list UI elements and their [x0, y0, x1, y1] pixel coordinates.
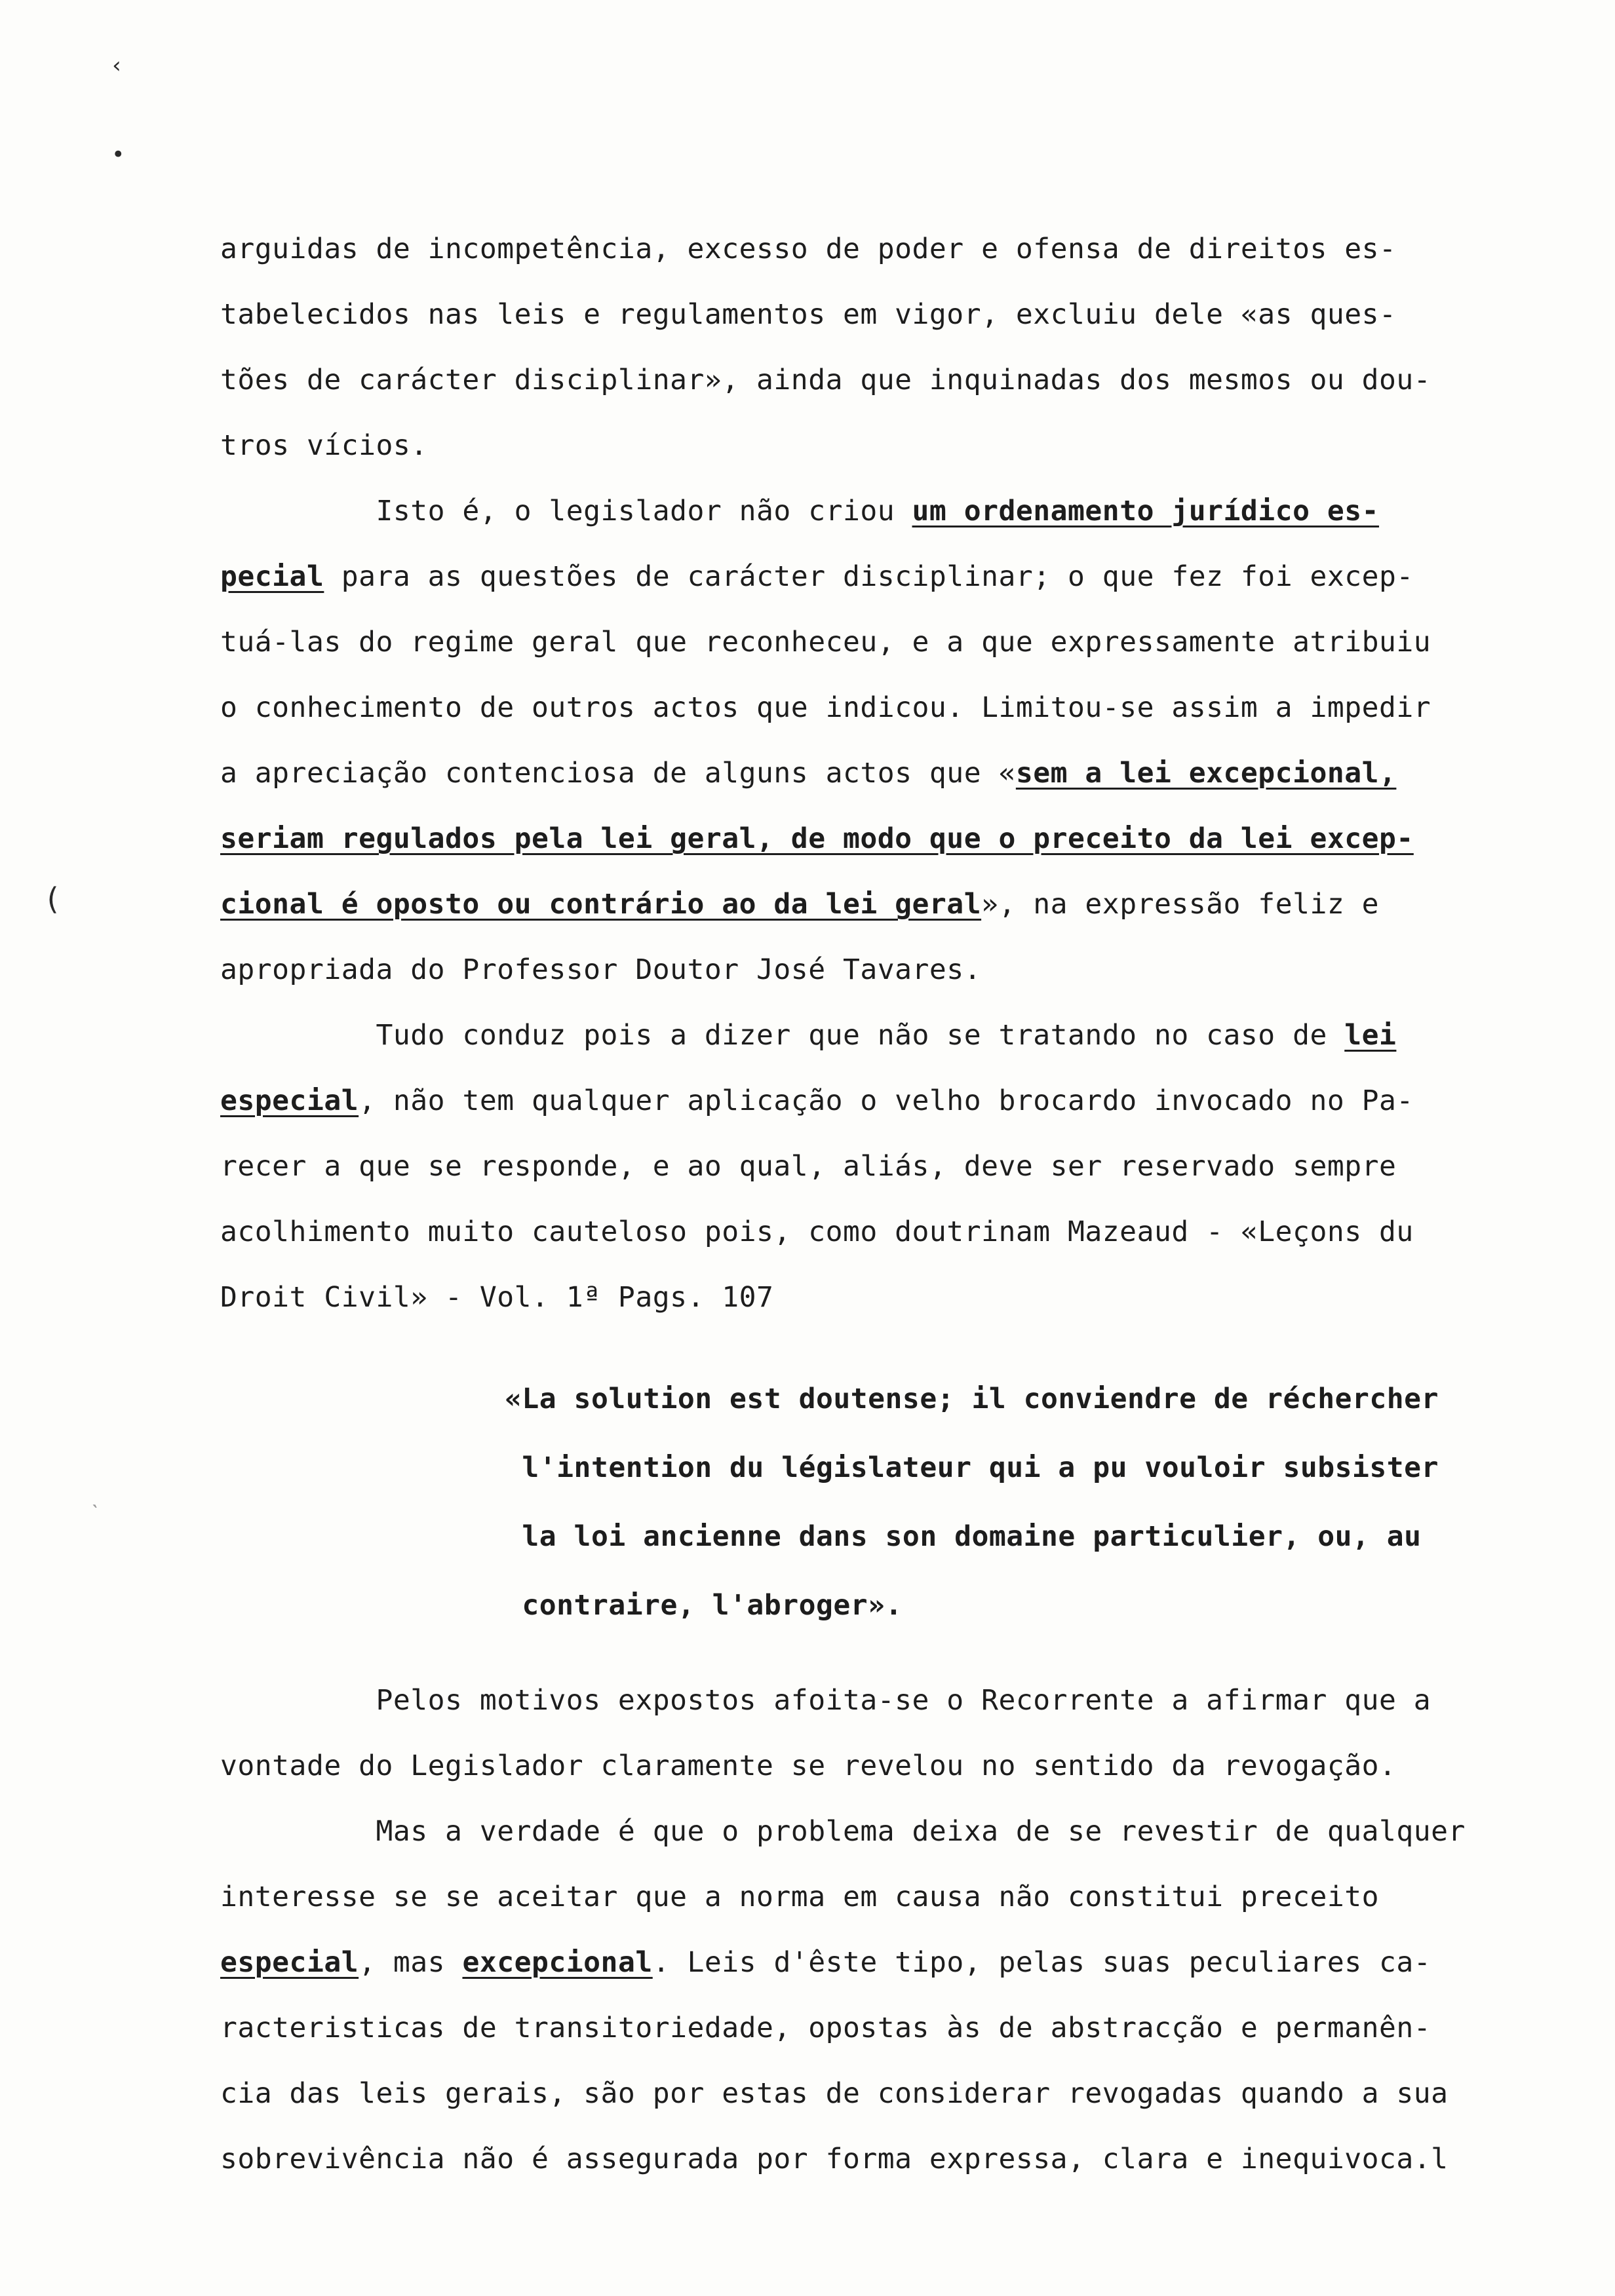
text-line: cia das leis gerais, são por estas de considerar revogadas quando a sua — [220, 2077, 1449, 2110]
margin-mark: ‹ — [110, 52, 124, 79]
text-line: especial, não tem qualquer aplicação o velho brocardo invocado no Pa- — [220, 1084, 1414, 1117]
text-line: especial, mas excepcional. Leis d'êste tipo, pelas suas peculiares ca- — [220, 1946, 1431, 1979]
underlined-phrase: especial — [220, 1946, 359, 1979]
text-line: a apreciação contenciosa de alguns actos que «sem a lei excepcional, — [220, 757, 1397, 790]
text-line: vontade do Legislador claramente se revelou no sentido da revogação. — [220, 1750, 1397, 1782]
quote-line: contraire, l'abroger». — [505, 1589, 903, 1622]
text-line: Tudo conduz pois a dizer que não se tratando no caso de lei — [220, 1019, 1397, 1052]
text-line: Isto é, o legislador não criou um ordenamento jurídico es- — [220, 495, 1380, 527]
text-line: arguidas de incompetência, excesso de poder e ofensa de direitos es- — [220, 233, 1397, 265]
underlined-phrase: seriam regulados pela lei geral, de modo que o preceito da lei excep- — [220, 822, 1414, 855]
underlined-phrase: um ordenamento jurídico es- — [912, 495, 1380, 527]
text-line: apropriada do Professor Doutor José Tavares. — [220, 953, 982, 986]
text-line: recer a que se responde, e ao qual, aliás, deve ser reservado sempre — [220, 1150, 1397, 1183]
text-line: o conhecimento de outros actos que indicou. Limitou-se assim a impedir — [220, 691, 1431, 724]
text-line: Pelos motivos expostos afoita-se o Recorrente a afirmar que a — [220, 1684, 1431, 1717]
text-line: tabelecidos nas leis e regulamentos em vigor, excluiu dele «as ques- — [220, 298, 1397, 331]
text-line: tões de carácter disciplinar», ainda que inquinadas dos mesmos ou dou- — [220, 364, 1431, 396]
underlined-phrase: excepcional — [462, 1946, 653, 1979]
underlined-phrase: cional é oposto ou contrário ao da lei geral — [220, 888, 982, 921]
underlined-phrase: pecial — [220, 560, 324, 593]
underlined-phrase: sem a lei excepcional, — [1015, 757, 1397, 790]
margin-tick: ˋ — [89, 1501, 103, 1527]
text-line: tuá-las do regime geral que reconheceu, e a que expressamente atribuiu — [220, 626, 1431, 659]
text-line: Mas a verdade é que o problema deixa de se revestir de qualquer — [220, 1815, 1466, 1848]
quote-line: la loi ancienne dans son domaine particulier, ou, au — [505, 1520, 1422, 1553]
text-line — [220, 819, 1414, 858]
underlined-phrase: especial — [220, 1084, 359, 1117]
text-line: interesse se se aceitar que a norma em causa não constitui preceito — [220, 1881, 1380, 1913]
underlined-phrase: lei — [1344, 1019, 1397, 1052]
text-line: tros vícios. — [220, 429, 428, 462]
text-line: sobrevivência não é assegurada por forma expressa, clara e inequivoca.l — [220, 2143, 1449, 2175]
quote-line: «La solution est doutense; il conviendre de réchercher — [505, 1383, 1439, 1415]
text-line: acolhimento muito cauteloso pois, como doutrinam Mazeaud - «Leçons du — [220, 1215, 1414, 1248]
text-line: Droit Civil» - Vol. 1ª Pags. 107 — [220, 1281, 774, 1314]
text-line: pecial para as questões de carácter disciplinar; o que fez foi excep- — [220, 560, 1414, 593]
quote-line: l'intention du législateur qui a pu vouloir subsister — [505, 1451, 1439, 1484]
text-line: cional é oposto ou contrário ao da lei geral», na expressão feliz e — [220, 888, 1380, 921]
margin-bracket: ( — [43, 881, 62, 917]
text-line: racteristicas de transitoriedade, opostas às de abstracção e permanên- — [220, 2012, 1431, 2044]
margin-dot: • — [111, 142, 125, 168]
